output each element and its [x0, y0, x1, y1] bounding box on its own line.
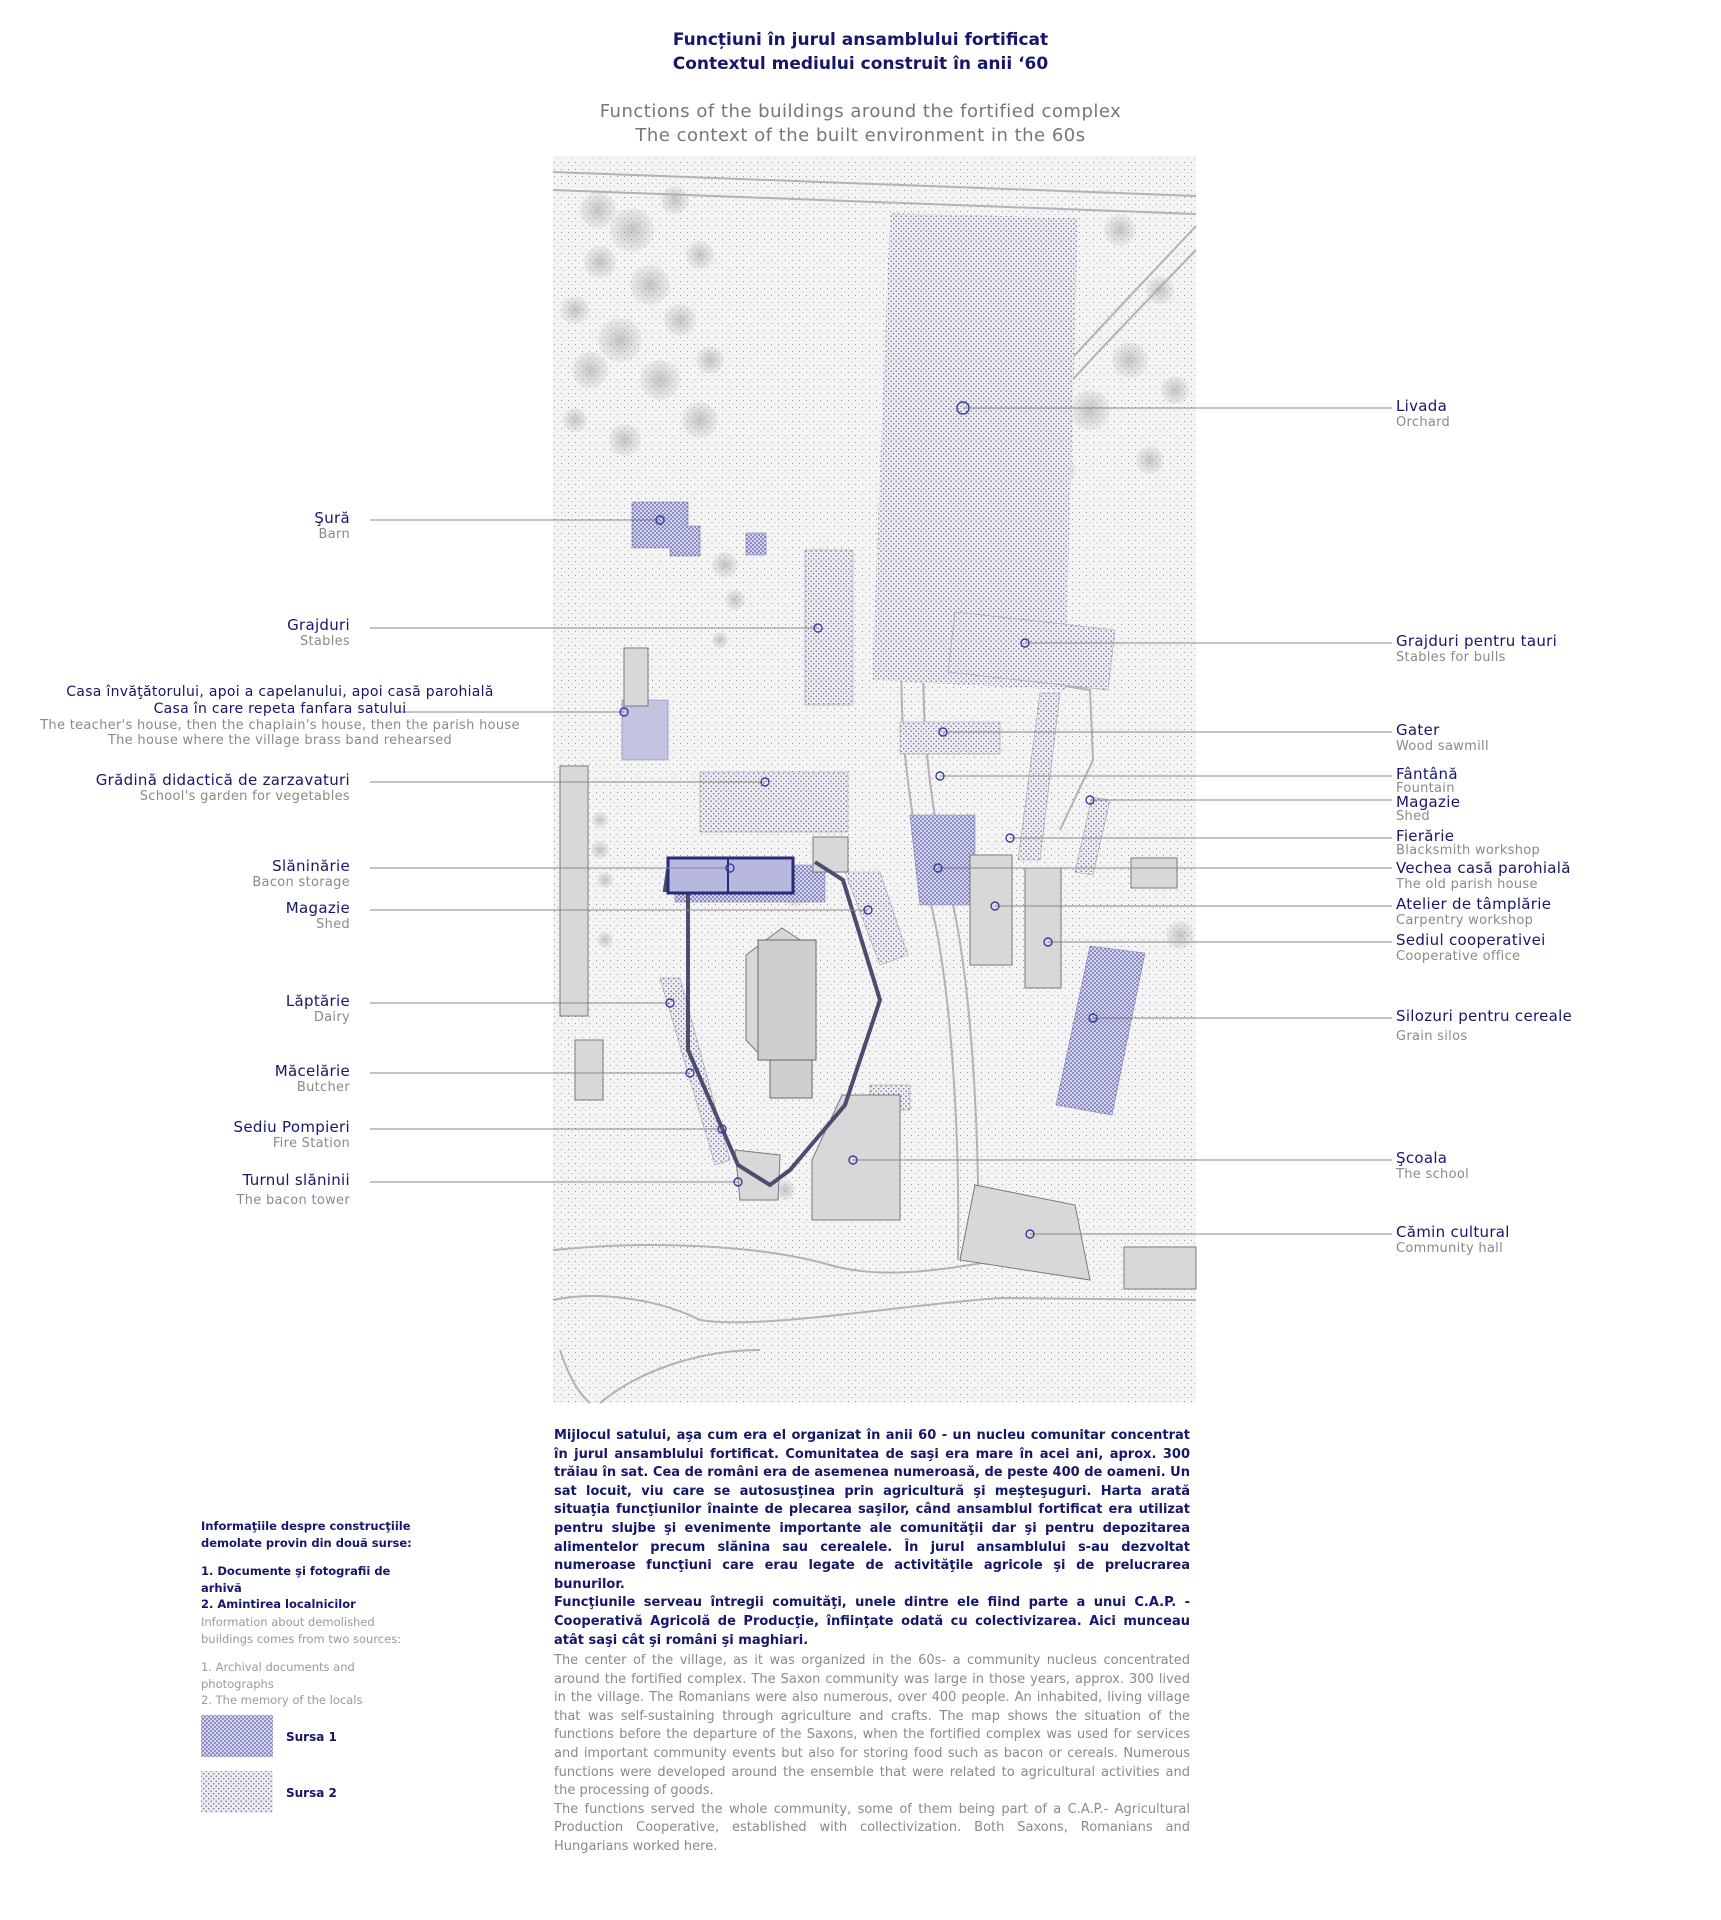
label-school-garden: Grădină didactică de zarzavaturi School's garden for vegetables: [95, 771, 350, 804]
description-english: [554, 1652, 1190, 1857]
label-teachers-house: Casa învăţătorului, apoi a capelanului, apoi casă parohială Casa în care repeta fanfara satului The teacher's house, then the chaplain's house, then the parish house The house where the village brass band rehearsed: [40, 684, 520, 748]
label-community-hall: Cămin cultural Community hall: [1396, 1223, 1510, 1256]
sources-ro-item1: 1. Documente şi fotografii de arhivă: [201, 1564, 391, 1595]
description-en-p1: The center of the village, as it was organized in the 60s- a community nucleus concentrated around the fortified complex. The Saxon community was large in those years, approx. 300 lived in the village. The Romanians were also numerous, over 400 people. An inhabited, living village that was self-sustaining through agriculture and crafts. The map shows the situation of the functions before the departure of the Saxons, when the fortified complex was used for services and important community events but also for storing food such as bacon or cereals. Numerous functions were developed around the ensemble that were related to agricultural activities and the processing of goods.: [554, 1653, 1190, 1799]
sources-en-intro: Information about demolished buildings comes from two sources:: [201, 1615, 402, 1646]
title-en-line2: The context of the built environment in the 60s: [635, 125, 1086, 146]
sources-ro-intro: Informaţiile despre construcţiile demolate provin din două surse:: [201, 1519, 412, 1550]
sources-en-item2: 2. The memory of the locals: [201, 1693, 363, 1707]
label-shed-left: Magazie Shed: [285, 899, 350, 932]
sources-english: [201, 1614, 423, 1709]
label-bacon-storage: Slăninărie Bacon storage: [252, 857, 350, 890]
label-grain-silos: Silozuri pentru cereale Grain silos: [1396, 1007, 1573, 1044]
label-blacksmith: Fierărie Blacksmith workshop: [1396, 827, 1541, 858]
label-school: Şcoala The school: [1396, 1149, 1469, 1182]
label-dairy: Lăptărie Dairy: [285, 992, 350, 1025]
label-stables-bulls: Grajduri pentru tauri Stables for bulls: [1396, 632, 1558, 665]
label-fire-station: Sediu Pompieri Fire Station: [233, 1118, 350, 1151]
legend-swatch-source1: [201, 1715, 273, 1757]
title-ro-line1: Funcțiuni în jurul ansamblului fortificat: [672, 30, 1049, 50]
label-old-parish-house: Vechea casă parohială The old parish house: [1396, 859, 1571, 892]
sources-en-item1: 1. Archival documents and photographs: [201, 1660, 355, 1691]
label-orchard: Livada Orchard: [1396, 397, 1451, 430]
label-shed-right: Magazie Shed: [1396, 793, 1461, 824]
title-ro-line2: Contextul mediului construit în anii ‘60: [672, 54, 1049, 74]
label-fountain: Fântână Fountain: [1396, 765, 1458, 796]
description-ro-p1: Mijlocul satului, aşa cum era el organizat în anii 60 - un nucleu comunitar concentrat în jurul ansamblului fortificat. Comunitatea de saşi era mare în acei ani, aprox. 300 trăiau în sat. Cea de români era de asemenea numeroasă, de peste 400 de oameni. Un sat locuit, viu care se autosusţinea prin agricultură şi meşteşuguri. Harta arată situaţia funcţiunilor înainte de plecarea saşilor, când ansamblul fortificat era utilizat pentru slujbe şi evenimente importante ale comunităţii dar şi pentru depozitarea alimentelor precum slănina sau cerealele. În jurul ansamblului s-au dezvoltat numeroase funcţiuni care erau legate de activităţile agricole şi de prelucrarea bunurilor.: [554, 1428, 1190, 1592]
label-cooperative-office: Sediul cooperativei Cooperative office: [1396, 931, 1546, 964]
label-stables: Grajduri Stables: [287, 616, 350, 649]
legend-swatch-source2: [201, 1771, 273, 1813]
label-butcher: Măcelărie Butcher: [274, 1062, 350, 1095]
label-sawmill: Gater Wood sawmill: [1396, 721, 1489, 754]
description-romanian: [554, 1427, 1190, 1650]
sources-romanian: [201, 1518, 423, 1613]
sources-ro-item2: 2. Amintirea localnicilor: [201, 1597, 356, 1611]
legend-label-source2: Sursa 2: [286, 1786, 337, 1800]
legend-label-source1: Sursa 1: [286, 1730, 337, 1744]
title-en-line1: Functions of the buildings around the fortified complex: [599, 101, 1122, 122]
label-carpentry: Atelier de tâmplărie Carpentry workshop: [1396, 895, 1552, 928]
description-ro-p2: Funcţiunile serveau întregii comuităţi, unele dintre ele fiind parte a unui C.A.P. - Cooperativă Agricolă de Producţie, înfiinţate odată cu colectivizarea. Aici munceau atât saşi cât şi români şi maghiari.: [554, 1595, 1190, 1648]
label-barn: Şură Barn: [314, 509, 350, 542]
description-en-p2: The functions served the whole community, some of them being part of a C.A.P.- Agricultural Production Cooperative, established with collectivization. Both Saxons, Romanians and Hungarians worked here.: [554, 1801, 1190, 1854]
label-bacon-tower: Turnul slăninii The bacon tower: [236, 1171, 350, 1208]
bacon-storage-building: [668, 858, 793, 893]
